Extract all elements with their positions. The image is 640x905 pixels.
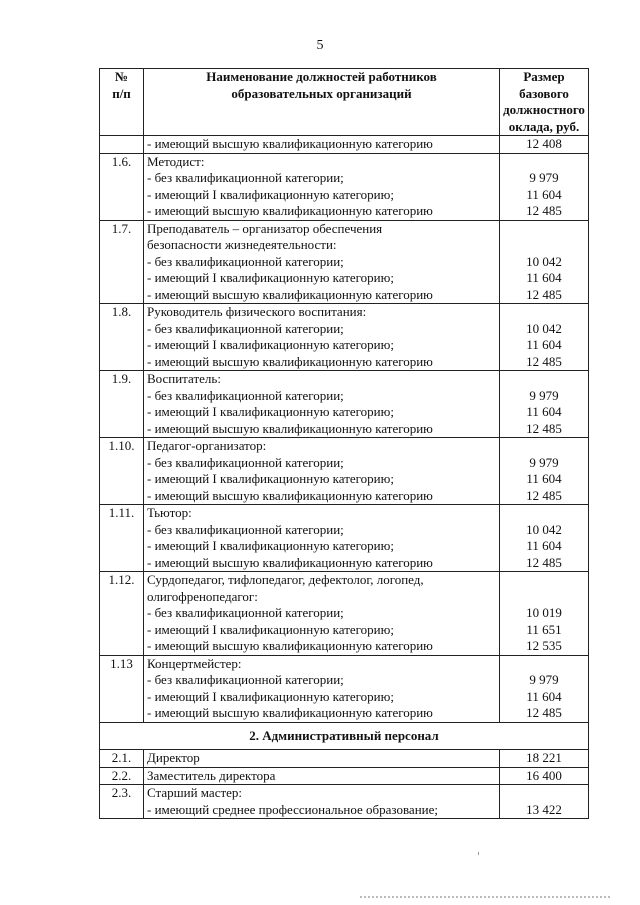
table-row [100,767,589,785]
row-item-label: - без квалификационной категории; [147,454,344,470]
row-title-line: Сурдопедагог, тифлопедагог, дефектолог, логопед, [147,572,424,587]
row-salary [500,505,589,572]
row-position [144,153,500,220]
header-salary-line: базового [519,85,569,101]
row-item-label: Заместитель директора [147,767,276,783]
row-position [144,572,500,656]
row-position [144,505,500,572]
header-salary-line: должностного [503,102,585,117]
row-number: 2.1. [100,750,144,768]
row-salary-spacer [503,785,585,802]
table-header-row [100,69,589,136]
row-item-value: 12 485 [526,286,562,302]
row-item-value: 10 042 [526,521,562,537]
row-item-value: 12 485 [526,420,562,436]
header-number-line: № [114,69,129,84]
section-title: 2. Административный персонал [100,722,589,750]
row-item-value: 12 408 [526,136,562,151]
row-salary [500,136,589,154]
row-salary-spacer [503,572,585,589]
row-salary-spacer [503,371,585,388]
row-item-label: - имеющий I квалификационную категорию; [147,186,394,202]
row-salary [500,767,589,785]
row-title-line: Тьютор: [147,505,192,520]
table-row [100,572,589,656]
row-position [144,438,500,505]
header-salary-line: оклада, руб. [508,118,580,134]
header-salary-line: Размер [523,69,565,84]
row-item-label: - без квалификационной категории; [147,253,344,269]
row-salary [500,304,589,371]
row-number: 1.8. [100,304,144,371]
row-item-label: - имеющий I квалификационную категорию; [147,538,394,553]
row-item-label: Директор [147,750,200,765]
row-item-label: - имеющий I квалификационную категорию; [147,404,394,419]
continuation-row [100,136,589,154]
row-title-line: Старший мастер: [147,785,243,800]
section-header-row [100,722,589,750]
header-position-line: образовательных организаций [231,85,412,101]
header-number [100,69,144,136]
row-item-value: 11 604 [526,404,562,419]
row-title-line: Педагог-организатор: [147,438,267,453]
row-item-value: 10 019 [526,605,562,620]
row-salary-spacer [503,221,585,238]
row-salary [500,572,589,656]
row-position [144,767,500,785]
table-row [100,304,589,371]
row-title-line: олигофренопедагог: [147,588,258,604]
row-item-label: - имеющий высшую квалификационную категорию [147,353,433,369]
row-item-label: - имеющий I квалификационную категорию; [147,471,394,486]
row-salary [500,655,589,722]
scan-mark [478,852,479,855]
row-number: 2.2. [100,767,144,785]
header-salary [500,69,589,136]
table-row [100,785,589,819]
row-salary-spacer [503,237,585,254]
row-position [144,371,500,438]
row-item-label: - имеющий I квалификационную категорию; [147,270,394,285]
row-number [100,136,144,154]
header-position-line: Наименование должностей работников [206,69,437,84]
row-item-label: - без квалификационной категории; [147,521,344,537]
row-item-value: 12 485 [526,554,562,570]
row-title-line: безопасности жизнедеятельности: [147,237,337,252]
row-number: 1.6. [100,153,144,220]
row-item-value: 10 042 [526,253,562,269]
row-item-label: - имеющий I квалификационную категорию; [147,688,394,704]
row-position [144,655,500,722]
row-salary [500,785,589,819]
row-item-value: 13 422 [526,801,562,817]
row-item-value: 11 604 [526,337,562,352]
row-item-value: 11 604 [526,270,562,285]
row-title-line: Преподаватель – организатор обеспечения [147,220,383,236]
row-salary-spacer [503,438,585,455]
row-item-value: 12 535 [526,638,562,653]
row-item-value: 12 485 [526,705,562,720]
row-position [144,220,500,304]
header-position-name [144,69,500,136]
row-item-label: - имеющий высшую квалификационную категорию [147,136,433,151]
table-row [100,371,589,438]
row-item-label: - имеющий высшую квалификационную категорию [147,203,433,218]
row-item-label: - имеющий I квалификационную категорию; [147,621,394,637]
row-position [144,304,500,371]
row-item-value: 9 979 [529,454,559,470]
row-item-value: 11 604 [526,186,562,202]
row-item-label: - имеющий I квалификационную категорию; [147,337,394,352]
row-number: 1.10. [100,438,144,505]
row-item-value: 11 604 [526,471,562,486]
row-item-value: 9 979 [529,387,559,403]
row-salary-spacer [503,589,585,606]
row-item-value: 11 651 [526,621,562,637]
row-item-label: - имеющий высшую квалификационную категорию [147,420,433,436]
row-item-label: - имеющий высшую квалификационную категорию [147,554,433,570]
row-salary-spacer [503,505,585,522]
row-title-line: Концертмейстер: [147,655,242,671]
row-item-label: - имеющий высшую квалификационную категорию [147,638,433,653]
row-salary [500,438,589,505]
row-item-value: 9 979 [529,672,559,687]
row-number: 1.11. [100,505,144,572]
row-title-line: Руководитель физического воспитания: [147,304,367,319]
row-item-value: 12 485 [526,353,562,369]
row-item-label: - имеющий высшую квалификационную категорию [147,286,433,302]
row-item-value: 11 604 [526,538,562,553]
row-item-label: - без квалификационной категории; [147,170,344,185]
row-item-value: 12 485 [526,203,562,218]
row-position [144,785,500,819]
row-item-label: - без квалификационной категории; [147,672,344,687]
row-number: 1.9. [100,371,144,438]
row-salary [500,220,589,304]
row-item-value: 11 604 [526,688,562,704]
row-position [144,136,500,154]
row-salary [500,371,589,438]
row-title-line: Воспитатель: [147,371,221,386]
table-row [100,220,589,304]
row-number: 2.3. [100,785,144,819]
salary-table [99,68,589,819]
row-number: 1.13 [100,655,144,722]
row-salary-spacer [503,304,585,321]
row-salary [500,153,589,220]
row-number: 1.12. [100,572,144,656]
row-item-value: 10 042 [526,320,562,336]
scan-dots [360,896,610,900]
row-item-label: - имеющий среднее профессиональное образование; [147,801,438,817]
row-item-label: - имеющий высшую квалификационную категорию [147,705,433,720]
row-item-value: 12 485 [526,487,562,503]
row-salary [500,750,589,768]
table-row [100,438,589,505]
row-item-label: - имеющий высшую квалификационную категорию [147,487,433,503]
page-number: 5 [316,38,324,53]
row-item-value: 16 400 [526,767,562,783]
row-position [144,750,500,768]
row-item-value: 9 979 [529,170,559,185]
row-item-value: 18 221 [526,750,562,765]
table-row [100,505,589,572]
row-item-label: - без квалификационной категории; [147,605,344,620]
table-row [100,750,589,768]
row-number: 1.7. [100,220,144,304]
row-item-label: - без квалификационной категории; [147,320,344,336]
row-salary-spacer [503,154,585,171]
row-title-line: Методист: [147,153,205,169]
table-row [100,153,589,220]
row-item-label: - без квалификационной категории; [147,387,344,403]
table-row [100,655,589,722]
header-number-line: п/п [112,85,131,101]
row-salary-spacer [503,656,585,673]
